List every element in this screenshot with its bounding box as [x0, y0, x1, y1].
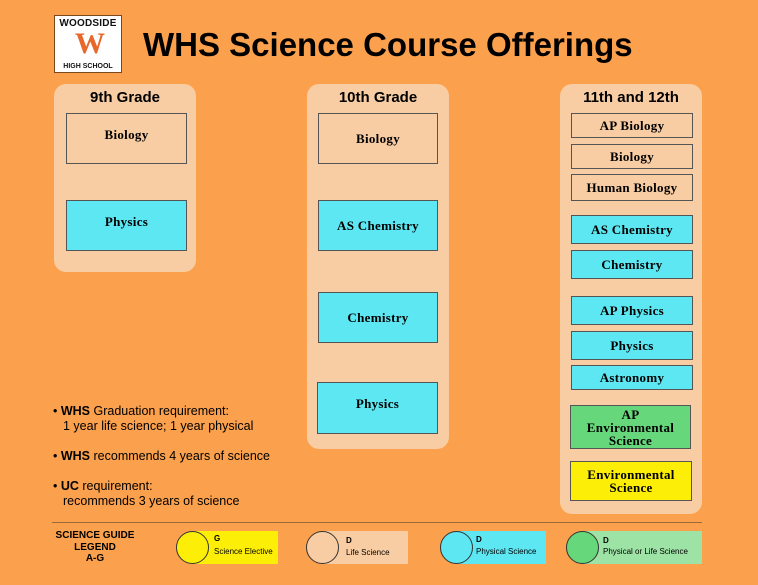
column-heading: 11th and 12th [583, 89, 679, 106]
legend-title-line: SCIENCE GUIDE [55, 530, 135, 541]
note-graduation-requirement: • WHS Graduation requirement: 1 year life science; 1 year physical [53, 404, 254, 433]
course-box: Human Biology [571, 174, 693, 201]
legend-label: Physical or Life Science [603, 547, 688, 556]
course-box: Biology [571, 144, 693, 169]
legend-code: D [476, 535, 482, 544]
legend-swatch-yellow [176, 531, 209, 564]
legend-code: D [603, 536, 609, 545]
legend-code: D [346, 536, 352, 545]
course-box: Physics [571, 331, 693, 360]
course-box: AP Physics [571, 296, 693, 325]
logo-bottom-text: HIGH SCHOOL [63, 63, 113, 70]
course-box: AS Chemistry [571, 215, 693, 244]
column-heading: 10th Grade [338, 89, 418, 106]
school-logo [54, 15, 122, 73]
legend-label: Science Elective [214, 547, 273, 556]
note-text: requirement: [78, 479, 153, 493]
legend-title [50, 530, 140, 565]
note-bold: WHS [60, 449, 91, 463]
course-box: Chemistry [318, 292, 438, 343]
course-box: Biology [66, 113, 187, 164]
legend-divider [52, 522, 702, 523]
note-bold: WHS [60, 404, 91, 418]
legend-swatch-peach [306, 531, 339, 564]
course-box: Physics [66, 200, 187, 251]
note-text: Graduation requirement: [90, 404, 229, 418]
logo-w-icon: W [75, 27, 105, 60]
course-box: Astronomy [571, 365, 693, 390]
course-box: Biology [318, 113, 438, 164]
legend-label: Life Science [346, 548, 390, 557]
legend-title-line: A-G [85, 553, 105, 564]
legend-code: G [214, 534, 221, 543]
note-uc-requirement: • UC requirement: recommends 3 years of science [53, 479, 240, 508]
logo-top-text: WOODSIDE [59, 18, 117, 29]
course-box: Environmental Science [570, 461, 692, 501]
note-bold: UC [60, 479, 79, 493]
note-text: recommends 4 years of science [90, 449, 270, 463]
legend-title-line: LEGEND [74, 541, 116, 553]
note-line2: recommends 3 years of science [63, 494, 240, 508]
column-heading: 9th Grade [89, 89, 161, 106]
course-box: AP Biology [571, 113, 693, 138]
course-box: AP Environmental Science [570, 405, 691, 449]
note-recommends-4-years: • WHS recommends 4 years of science [53, 449, 270, 463]
legend-swatch-green [566, 531, 599, 564]
course-box: AS Chemistry [318, 200, 438, 251]
note-line2: 1 year life science; 1 year physical [63, 419, 254, 433]
course-box: Chemistry [571, 250, 693, 279]
page-title: WHS Science Course Offerings [143, 26, 633, 63]
legend-swatch-cyan [440, 531, 473, 564]
course-box: Physics [317, 382, 438, 434]
legend-label: Physical Science [476, 547, 537, 556]
